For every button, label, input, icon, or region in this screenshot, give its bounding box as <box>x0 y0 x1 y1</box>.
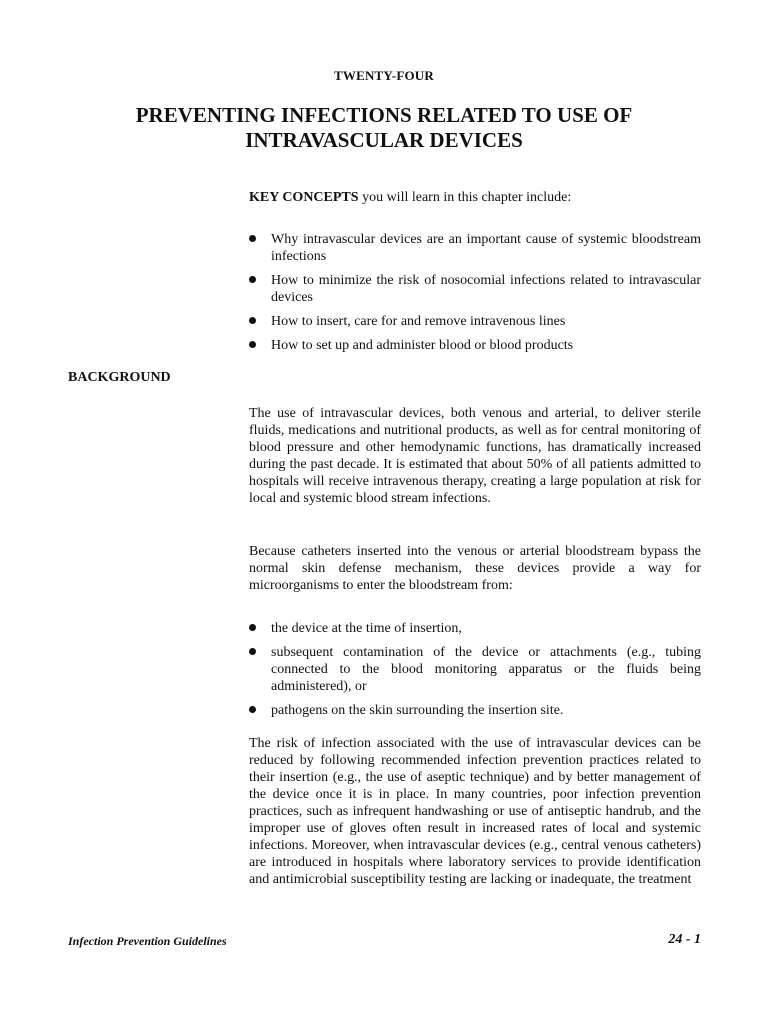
key-concepts-intro <box>249 189 701 206</box>
background-paragraph-1: The use of intravascular devices, both venous and arterial, to deliver sterile fluids, medications and nutritional products, as well as for central monitoring of blood pressure and other hemodynamic functions, has dramatically increased during the past decade. It is estimated that about 50% of all patients admitted to hospitals will receive intravenous therapy, creating a large population at risk for local and systemic blood stream infections. <box>249 406 701 506</box>
list-item <box>249 272 701 306</box>
chapter-title-line-2: INTRAVASCULAR DEVICES <box>245 128 523 152</box>
key-concepts-label: KEY CONCEPTS <box>249 190 359 205</box>
list-item-text: the device at the time of insertion, <box>271 621 462 636</box>
list-item <box>249 337 701 354</box>
footer-page-number: 24 - 1 <box>668 932 701 947</box>
list-item-text: pathogens on the skin surrounding the insertion site. <box>271 703 564 718</box>
list-item-text: How to minimize the risk of nosocomial infections related to intravascular devices <box>271 273 701 305</box>
list-item-text: subsequent contamination of the device or attachments (e.g., tubing connected to the blood monitoring apparatus or the fluids being administered), or <box>271 645 701 694</box>
key-concepts-list <box>249 231 701 361</box>
list-item <box>249 313 701 330</box>
chapter-number: TWENTY-FOUR <box>334 68 434 83</box>
bullet-icon <box>249 276 256 283</box>
chapter-title <box>100 103 668 153</box>
bullet-icon <box>249 235 256 242</box>
section-heading-background: BACKGROUND <box>68 370 171 385</box>
list-item <box>249 620 701 637</box>
list-item-text: How to insert, care for and remove intravenous lines <box>271 314 566 329</box>
chapter-title-line-1: PREVENTING INFECTIONS RELATED TO USE OF <box>135 103 633 127</box>
bullet-icon <box>249 648 256 655</box>
key-concepts-lead-text: you will learn in this chapter include: <box>358 190 572 205</box>
list-item-text: How to set up and administer blood or blood products <box>271 338 574 353</box>
bullet-icon <box>249 706 256 713</box>
list-item <box>249 644 701 695</box>
list-item <box>249 702 701 719</box>
list-item-text: Why intravascular devices are an important cause of systemic bloodstream infections <box>271 232 701 264</box>
footer-document-title: Infection Prevention Guidelines <box>68 934 227 948</box>
background-paragraph-3: The risk of infection associated with the use of intravascular devices can be reduced by following recommended infection prevention practices related to their insertion (e.g., the use of aseptic technique) and by better management of the device once it is in place. In many countries, poor infection prevention practices, such as infrequent handwashing or use of antiseptic handrub, and the improper use of gloves often result in increased rates of local and systemic infections. Moreover, when intravascular devices (e.g., central venous catheters) are introduced in hospitals where laboratory services to provide identification and antimicrobial susceptibility testing are lacking or inadequate, the treatment <box>249 736 701 887</box>
bullet-icon <box>249 317 256 324</box>
bullet-icon <box>249 341 256 348</box>
list-item <box>249 231 701 265</box>
background-paragraph-2: Because catheters inserted into the venous or arterial bloodstream bypass the normal skin defense mechanism, these devices provide a way for microorganisms to enter the bloodstream from: <box>249 544 701 593</box>
bullet-icon <box>249 624 256 631</box>
infection-sources-list <box>249 620 701 726</box>
